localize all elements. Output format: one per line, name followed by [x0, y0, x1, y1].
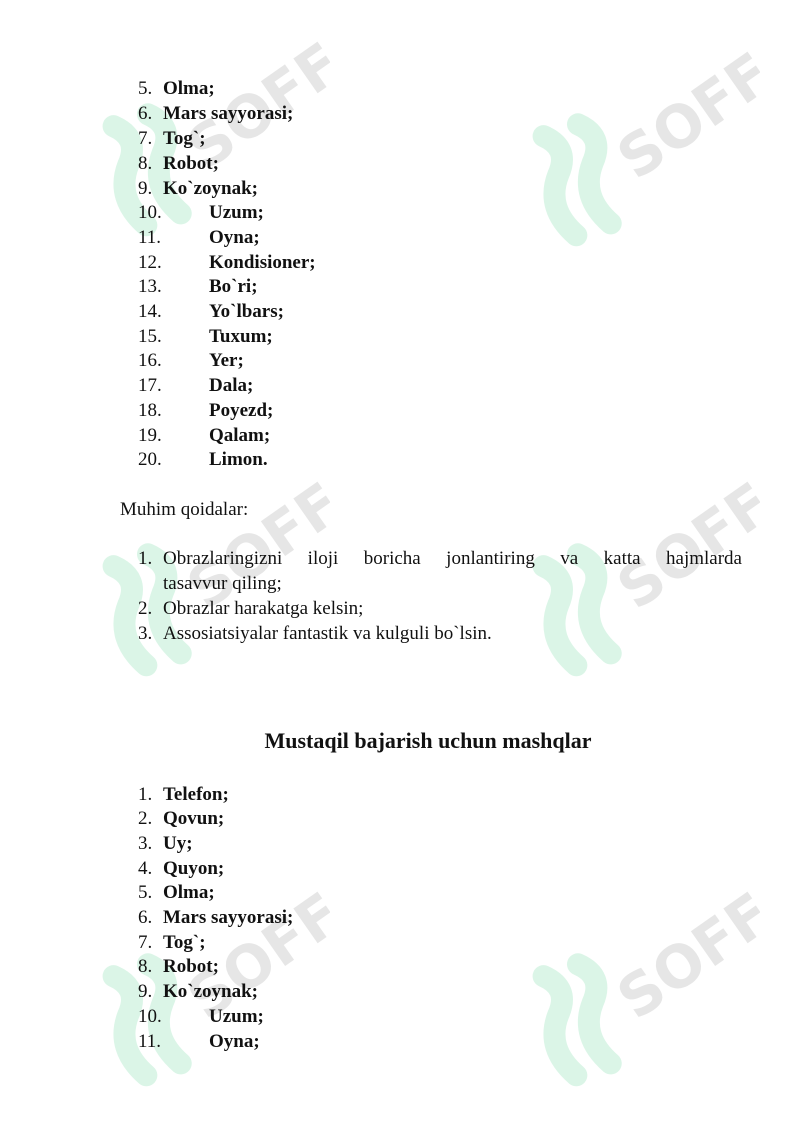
- list-number: 9.: [138, 981, 153, 1002]
- list-number: 19.: [138, 425, 162, 446]
- list-number: 5.: [138, 882, 153, 903]
- soff-watermark-icon: [500, 40, 760, 270]
- list-text: Robot;: [163, 153, 219, 174]
- list-number: 13.: [138, 276, 162, 297]
- list-number: 7.: [138, 932, 153, 953]
- rule-text-line1: Obrazlaringizni iloji boricha jonlantiring va katta hajmlarda: [163, 548, 742, 569]
- rules-heading: Muhim qoidalar:: [120, 499, 249, 520]
- list-text: Olma;: [163, 78, 215, 99]
- list-number: 8.: [138, 153, 153, 174]
- list-text: Poyezd;: [209, 400, 274, 421]
- list-text: Ko`zoynak;: [163, 178, 258, 199]
- list-text: Olma;: [163, 882, 215, 903]
- svg-text:SOFF: SOFF: [175, 470, 330, 623]
- list-number: 18.: [138, 400, 162, 421]
- list-text: Kondisioner;: [209, 252, 316, 273]
- list-text: Uzum;: [209, 202, 264, 223]
- list-text: Qovun;: [163, 808, 225, 829]
- list-number: 2.: [138, 598, 153, 619]
- svg-text:SOFF: SOFF: [175, 30, 330, 183]
- list-text: Yo`lbars;: [209, 301, 284, 322]
- list-number: 10.: [138, 202, 162, 223]
- list-text: Tog`;: [163, 128, 206, 149]
- list-number: 9.: [138, 178, 153, 199]
- list-number: 5.: [138, 78, 153, 99]
- list-number: 1.: [138, 548, 153, 569]
- list-text: Qalam;: [209, 425, 271, 446]
- list-text: Quyon;: [163, 858, 225, 879]
- list-text: Robot;: [163, 956, 219, 977]
- section-title: Mustaqil bajarish uchun mashqlar: [264, 728, 592, 753]
- list-number: 15.: [138, 326, 162, 347]
- list-number: 6.: [138, 907, 153, 928]
- rule-text: Obrazlar harakatga kelsin;: [163, 598, 364, 619]
- list-text: Mars sayyorasi;: [163, 103, 294, 124]
- svg-text:SOFF: SOFF: [175, 880, 330, 1033]
- svg-text:SOFF: SOFF: [605, 880, 760, 1033]
- list-number: 3.: [138, 623, 153, 644]
- rule-text: Assosiatsiyalar fantastik va kulguli bo`lsin.: [163, 623, 492, 644]
- list-text: Bo`ri;: [209, 276, 258, 297]
- list-number: 2.: [138, 808, 153, 829]
- soff-watermark-icon: [500, 880, 760, 1110]
- svg-text:SOFF: SOFF: [605, 40, 760, 193]
- list-number: 20.: [138, 449, 162, 470]
- list-item: [0, 621, 800, 646]
- list-number: 6.: [138, 103, 153, 124]
- list-number: 10.: [138, 1006, 162, 1027]
- list-number: 7.: [138, 128, 153, 149]
- list-text: Yer;: [209, 350, 244, 371]
- svg-text:SOFF: SOFF: [605, 470, 760, 623]
- list-number: 12.: [138, 252, 162, 273]
- list-number: 16.: [138, 350, 162, 371]
- list-number: 17.: [138, 375, 162, 396]
- list-text: Oyna;: [209, 1031, 260, 1052]
- list-number: 3.: [138, 833, 153, 854]
- list-text: Tog`;: [163, 932, 206, 953]
- list-number: 8.: [138, 956, 153, 977]
- list-text: Uzum;: [209, 1006, 264, 1027]
- list-text: Mars sayyorasi;: [163, 907, 294, 928]
- list-text: Oyna;: [209, 227, 260, 248]
- list-text: Uy;: [163, 833, 193, 854]
- list-text: Tuxum;: [209, 326, 273, 347]
- list-item: [0, 546, 800, 596]
- list-number: 11.: [138, 1031, 162, 1052]
- list-text: Ko`zoynak;: [163, 981, 258, 1002]
- list-text: Telefon;: [163, 784, 229, 805]
- list-number: 11.: [138, 227, 162, 248]
- list-number: 4.: [138, 858, 153, 879]
- list-text: Dala;: [209, 375, 254, 396]
- list-text: Limon.: [209, 449, 268, 470]
- list-number: 14.: [138, 301, 162, 322]
- list-number: 1.: [138, 784, 153, 805]
- rule-text-line2: tasavvur qiling;: [163, 573, 282, 594]
- list-item: [0, 596, 800, 621]
